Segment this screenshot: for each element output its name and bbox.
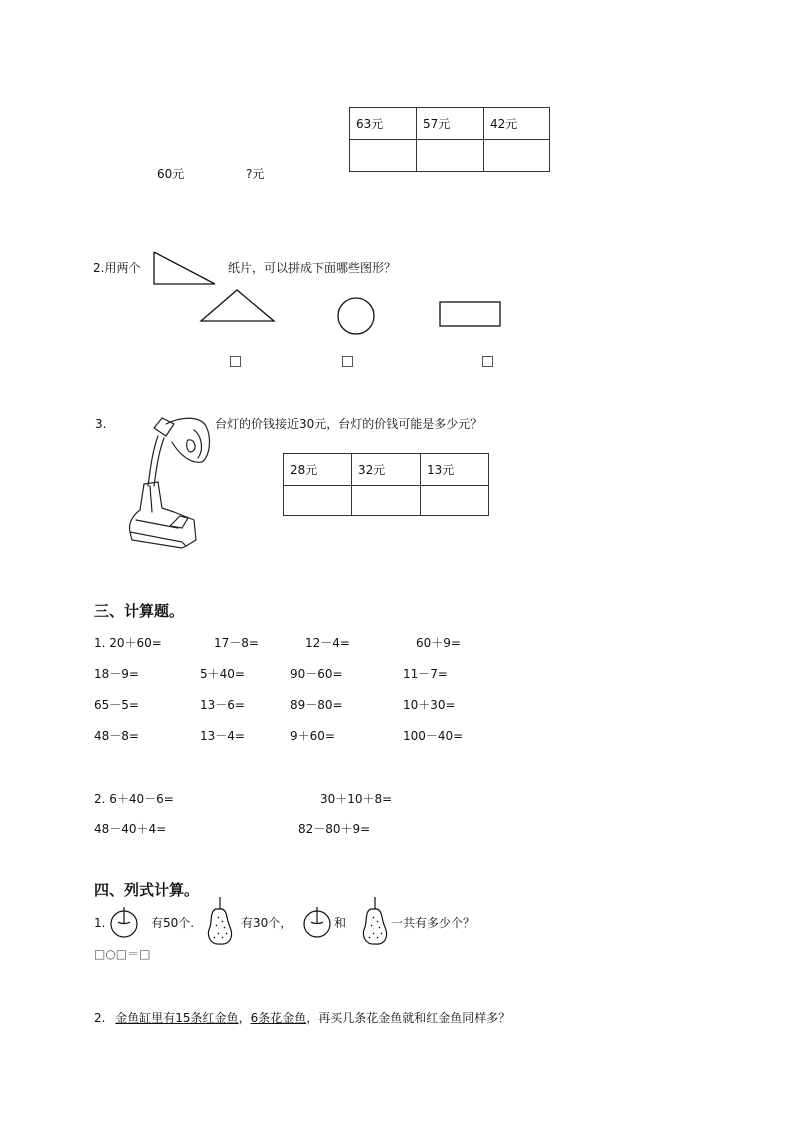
calc-item: 13－4= — [200, 729, 245, 743]
s4q2-rest: ，再买几条花金鱼就和红金鱼同样多？ — [306, 1011, 511, 1025]
calc-item: 11－7= — [403, 667, 448, 681]
section3-title: 三、计算题。 — [94, 602, 185, 620]
q1-option: 57元 — [417, 108, 484, 140]
q1-answer-cell[interactable] — [484, 140, 550, 172]
circle-checkbox[interactable] — [342, 356, 353, 367]
s4q2-number: 2. — [94, 1011, 106, 1025]
pear-icon — [202, 895, 236, 947]
s4q1-number: 1. — [94, 916, 106, 930]
calc-item: 2. 6＋40－6= — [94, 792, 174, 806]
calc-item: 18－9= — [94, 667, 139, 681]
calc-item: 5＋40= — [200, 667, 245, 681]
q1-option: 42元 — [484, 108, 550, 140]
q3-option: 32元 — [352, 454, 421, 486]
apple-icon — [300, 903, 334, 939]
calc-item: 100－40= — [403, 729, 464, 743]
calc-item: 12－4= — [305, 636, 350, 650]
rectangle-checkbox[interactable] — [482, 356, 493, 367]
q2-suffix: 纸片，可以拼成下面哪些图形？ — [228, 261, 397, 275]
calc-item: 60＋9= — [416, 636, 461, 650]
calc-item: 13－6= — [200, 698, 245, 712]
calc-item: 17－8= — [214, 636, 259, 650]
answer-template[interactable]: □○□＝□ — [94, 947, 151, 961]
q3-option: 28元 — [284, 454, 352, 486]
s4q2-sep: ， — [238, 1011, 251, 1025]
right-triangle-paper-icon — [150, 248, 220, 288]
s4q2-question — [94, 1012, 510, 1024]
calc-item: 89－80= — [290, 698, 343, 712]
pear-icon — [357, 895, 391, 947]
q3-answer-cell[interactable] — [421, 486, 489, 516]
q3-question: 台灯的价钱接近30元，台灯的价钱可能是多少元？ — [215, 417, 483, 431]
s4q1-text4: 一共有多少个？ — [391, 916, 476, 930]
triangle-icon — [198, 287, 278, 325]
desk-lamp-icon — [122, 412, 212, 552]
s4q1-text3: 和 — [334, 916, 347, 930]
q1-answer-cell[interactable] — [350, 140, 417, 172]
calc-item: 9＋60= — [290, 729, 335, 743]
q3-answer-cell[interactable] — [352, 486, 421, 516]
s4q1-text1: 有50个. — [151, 916, 195, 930]
calc-item: 48－8= — [94, 729, 139, 743]
rectangle-icon — [438, 300, 503, 328]
triangle-checkbox[interactable] — [230, 356, 241, 367]
calc-item: 48－40＋4= — [94, 822, 167, 836]
calc-item: 1. 20＋60= — [94, 636, 162, 650]
circle-icon — [336, 296, 376, 336]
s4q1-text2: 有30个， — [241, 916, 293, 930]
unknown-price-label: ?元 — [246, 167, 265, 181]
q2-prefix: 2.用两个 — [93, 261, 141, 275]
known-price-label: 60元 — [157, 167, 185, 181]
s4q2-underlined-2: 6条花金鱼 — [250, 1011, 307, 1025]
q3-answer-cell[interactable] — [284, 486, 352, 516]
q1-answer-cell[interactable] — [417, 140, 484, 172]
q3-price-table — [283, 453, 489, 516]
section4-title: 四、列式计算。 — [94, 881, 200, 899]
q3-number: 3. — [95, 417, 107, 431]
s4q2-underlined-1: 金鱼缸里有15条红金鱼 — [115, 1011, 239, 1025]
q3-option: 13元 — [421, 454, 489, 486]
calc-item: 10＋30= — [403, 698, 456, 712]
q1-price-table — [349, 107, 550, 172]
calc-item: 30＋10＋8= — [320, 792, 393, 806]
calc-item: 90－60= — [290, 667, 343, 681]
q1-option: 63元 — [350, 108, 417, 140]
calc-item: 65－5= — [94, 698, 139, 712]
calc-item: 82－80＋9= — [298, 822, 371, 836]
apple-icon — [108, 903, 140, 939]
